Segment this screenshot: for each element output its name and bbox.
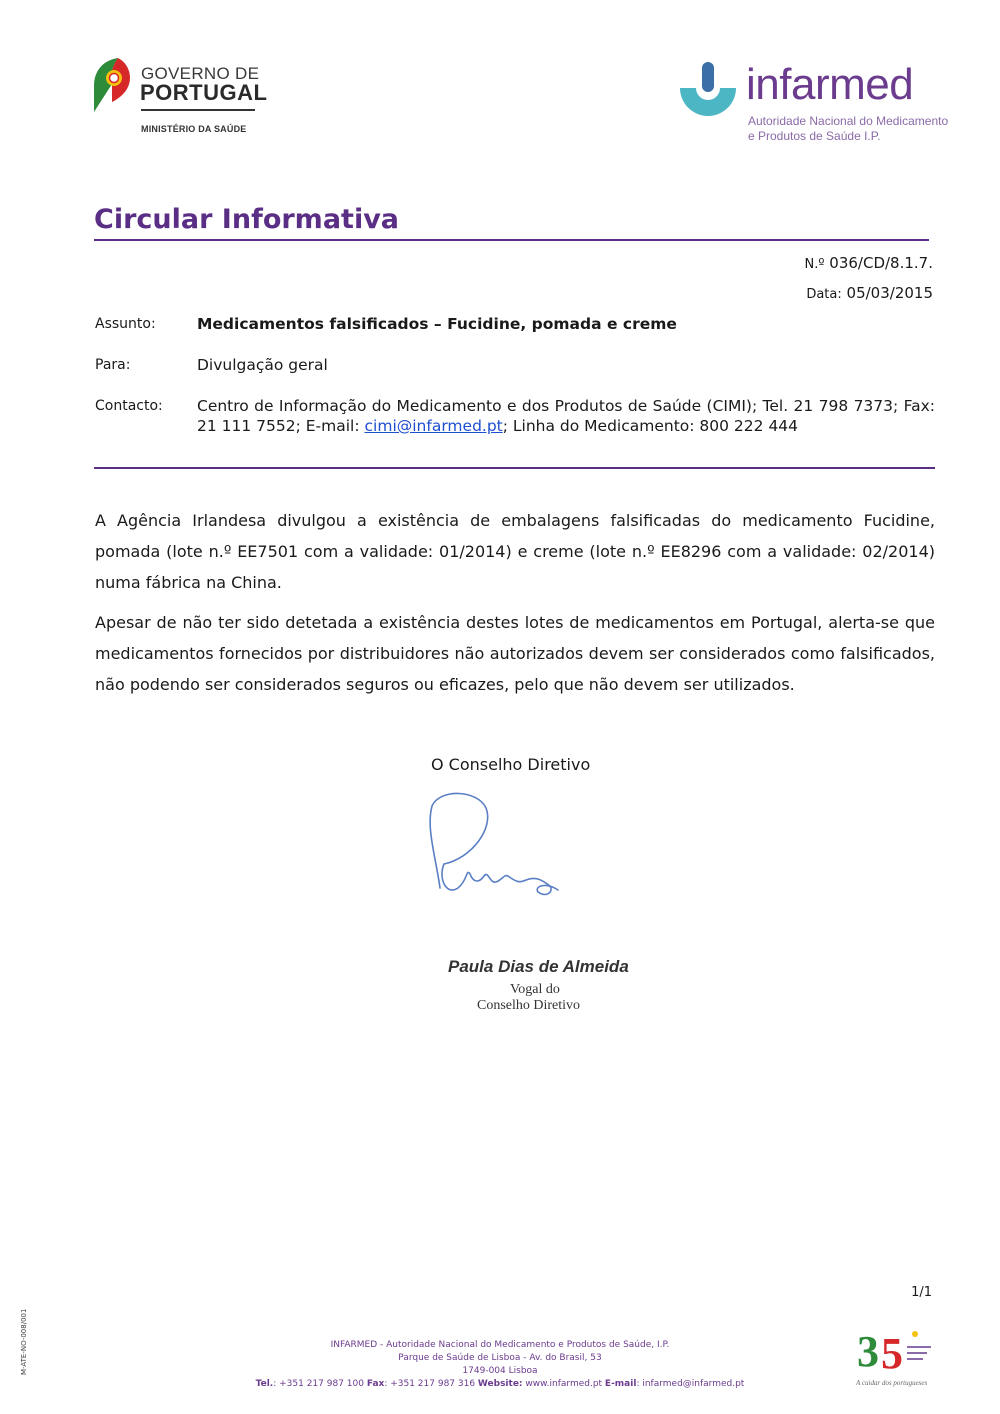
footer-tel: : +351 217 987 100 (273, 1379, 367, 1389)
side-document-code: M-ATE-NO-008/001 (20, 1308, 28, 1375)
document-date (806, 284, 933, 302)
closing-line: O Conselho Diretivo (431, 755, 591, 774)
assunto-label: Assunto: (95, 316, 156, 332)
handwritten-signature (418, 788, 578, 908)
assunto-value: Medicamentos falsificados – Fucidine, pomada e creme (197, 315, 677, 333)
footer-fax: : +351 217 987 316 (384, 1379, 478, 1389)
gov-line1: GOVERNO DE (141, 64, 260, 83)
footer-line-1: INFARMED - Autoridade Nacional do Medicamento e Produtos de Saúde, I.P. (330, 1340, 670, 1350)
body-paragraph-1: A Agência Irlandesa divulgou a existência de embalagens falsificadas do medicamento Fucidine, pomada (lote n.º EE7501 com a validade: 01/2014) e creme (lote n.º EE8296 com a validade: 02/2014) numa fábrica na China. (95, 511, 935, 592)
portugal-emblem-icon (92, 56, 132, 114)
body-paragraph-2: Apesar de não ter sido detetada a existência destes lotes de medicamentos em Portugal, alerta-se que medicamentos fornecidos por distribuidores não autorizados devem ser considerados como falsificados, não podendo ser considerados seguros ou eficazes, pelo que não devem ser utilizados. (95, 613, 935, 694)
footer-contacts (250, 1379, 750, 1389)
footer-web: www.infarmed.pt (522, 1379, 605, 1389)
reference-label: N.º (804, 257, 825, 272)
anniversary-caption: A cuidar dos portugueses (856, 1379, 928, 1387)
cimi-email-link[interactable]: cimi@infarmed.pt (364, 417, 503, 435)
svg-text:3: 3 (857, 1327, 879, 1376)
document-title: Circular Informativa (94, 204, 400, 235)
signatory-role-1: Vogal do (510, 982, 560, 997)
metadata-divider (94, 467, 935, 469)
footer-email-label: E-mail (604, 1379, 637, 1389)
anniversary-35-logo (855, 1324, 935, 1376)
svg-text:5: 5 (881, 1329, 903, 1376)
contacto-text-after: ; Linha do Medicamento: 800 222 444 (502, 417, 799, 435)
footer-tel-label: Tel. (255, 1379, 274, 1389)
signatory-role-2: Conselho Diretivo (477, 998, 581, 1013)
signatory-name: Paula Dias de Almeida (448, 957, 629, 976)
reference-number (805, 254, 933, 272)
title-divider (94, 239, 929, 241)
date-value: 05/03/2015 (846, 284, 933, 302)
para-label: Para: (95, 357, 131, 373)
date-label: Data: (806, 287, 842, 302)
infarmed-subtitle-2: e Produtos de Saúde I.P. (748, 129, 881, 143)
gov-divider (141, 109, 255, 111)
infarmed-subtitle-1: Autoridade Nacional do Medicamento (748, 114, 949, 128)
contacto-text-before: Centro de Informação do Medicamento e dos Produtos de Saúde (CIMI); Tel. 21 798 7373; Fax: 21 111 7552; E-mail: (197, 397, 935, 435)
gov-ministry: MINISTÉRIO DA SAÚDE (141, 124, 247, 134)
footer-web-label: Website: (477, 1379, 523, 1389)
infarmed-logo-icon (676, 58, 740, 122)
footer-email: : infarmed@infarmed.pt (636, 1379, 745, 1389)
contacto-value (197, 396, 935, 436)
para-value: Divulgação geral (197, 356, 328, 374)
reference-value: 036/CD/8.1.7. (829, 254, 933, 272)
contacto-label: Contacto: (95, 398, 163, 414)
page-number: 1/1 (911, 1285, 932, 1300)
footer-line-3: 1749-004 Lisboa (462, 1366, 538, 1376)
footer-line-2: Parque de Saúde de Lisboa - Av. do Brasil, 53 (398, 1353, 602, 1363)
infarmed-wordmark: infarmed (746, 60, 914, 109)
footer-fax-label: Fax (366, 1379, 385, 1389)
gov-line2: PORTUGAL (140, 80, 268, 105)
